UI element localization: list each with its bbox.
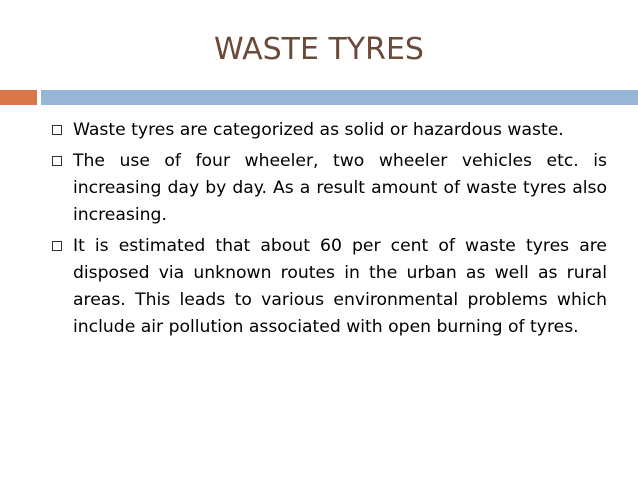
bullet-item	[50, 117, 607, 144]
accent-bar-blue	[41, 90, 638, 105]
square-bullet-icon	[52, 241, 62, 251]
bullet-item	[50, 233, 607, 341]
bullet-text: It is estimated that about 60 per cent of waste tyres are disposed via unknown routes in the urban as well as rural areas. This leads to various environmental problems which include air pollution associated with open burning of tyres.	[73, 236, 607, 337]
bullet-text: The use of four wheeler, two wheeler vehicles etc. is increasing day by day. As a result amount of waste tyres also increasing.	[73, 151, 607, 225]
bullet-list	[50, 117, 607, 345]
square-bullet-icon	[52, 125, 62, 135]
bullet-item	[50, 148, 607, 229]
accent-bar-orange	[0, 90, 37, 105]
bullet-text: Waste tyres are categorized as solid or hazardous waste.	[73, 120, 564, 140]
slide-title: WASTE TYRES	[214, 32, 424, 67]
square-bullet-icon	[52, 156, 62, 166]
